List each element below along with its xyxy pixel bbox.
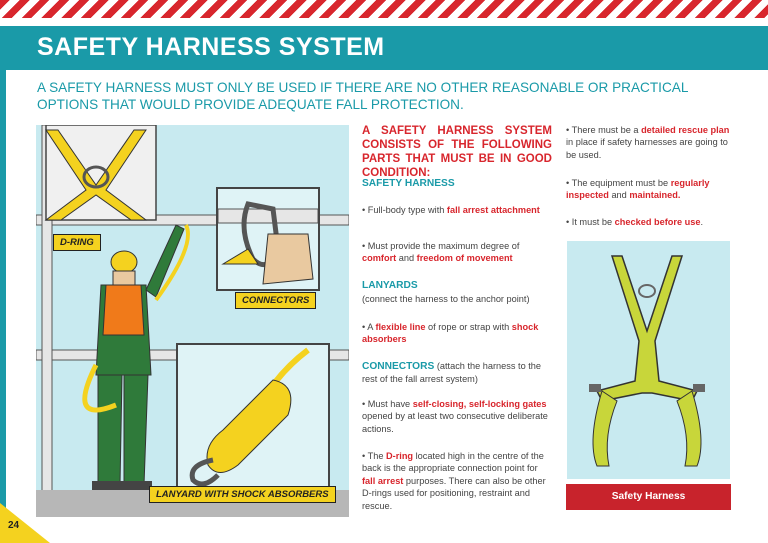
lanyard-label: LANYARD WITH SHOCK ABSORBERS bbox=[149, 486, 336, 503]
connectors-bullet-2: • The D-ring located high in the centre of the back is the appropriate connection point for fall arrest purposes. There can also be other D-rings used for positioning, restraint and rescue. bbox=[362, 451, 546, 511]
connectors-inset bbox=[216, 187, 320, 291]
connectors-label: CONNECTORS bbox=[235, 292, 316, 309]
lanyards-sub: (connect the harness to the anchor point) bbox=[362, 294, 530, 304]
rescue-bullet: • There must be a detailed rescue plan in place if safety harnesses are going to be used. bbox=[566, 125, 730, 160]
harness-bullet-2: • Must provide the maximum degree of comfort and freedom of movement bbox=[362, 241, 520, 264]
harness-drawing bbox=[567, 241, 730, 479]
lanyards-bullet-1: • A flexible line of rope or strap with shock absorbers bbox=[362, 322, 539, 345]
connectors-heading: CONNECTORS bbox=[362, 361, 435, 372]
carabiner-drawing bbox=[218, 189, 318, 289]
page-title: SAFETY HARNESS SYSTEM bbox=[37, 33, 385, 61]
lanyard-inset bbox=[176, 343, 330, 492]
harness-photo bbox=[567, 241, 730, 479]
worker-illustration bbox=[36, 125, 349, 517]
system-lead: A SAFETY HARNESS SYSTEM CONSISTS OF THE FOLLOWING PARTS THAT MUST BE IN GOOD CONDITION: bbox=[362, 125, 552, 179]
safety-harness-caption: Safety Harness bbox=[566, 484, 731, 510]
hazard-stripe bbox=[0, 0, 768, 18]
connectors-bullet-1: • Must have self-closing, self-locking gates opened by at least two consecutive deliberate actions. bbox=[362, 399, 548, 434]
lanyard-drawing bbox=[178, 345, 328, 490]
harness-heading: SAFETY HARNESS bbox=[362, 178, 455, 189]
intro-statement: A SAFETY HARNESS MUST ONLY BE USED IF THERE ARE NO OTHER REASONABLE OR PRACTICAL OPTIONS THAT WOULD PROVIDE ADEQUATE FALL PROTECTION. bbox=[37, 80, 688, 112]
harness-bullet-1: • Full-body type with fall arrest attachment bbox=[362, 205, 540, 215]
connectors-intro: CONNECTORS (attach the harness to the rest of the fall arrest system) bbox=[362, 361, 542, 385]
inspection-bullet: • The equipment must be regularly inspected and maintained. bbox=[566, 178, 710, 201]
check-bullet: • It must be checked before use. bbox=[566, 217, 704, 227]
left-accent-bar bbox=[0, 26, 6, 543]
page-number: 24 bbox=[8, 520, 20, 531]
d-ring-label: D-RING bbox=[53, 234, 101, 251]
lanyards-heading: LANYARDS bbox=[362, 280, 418, 291]
